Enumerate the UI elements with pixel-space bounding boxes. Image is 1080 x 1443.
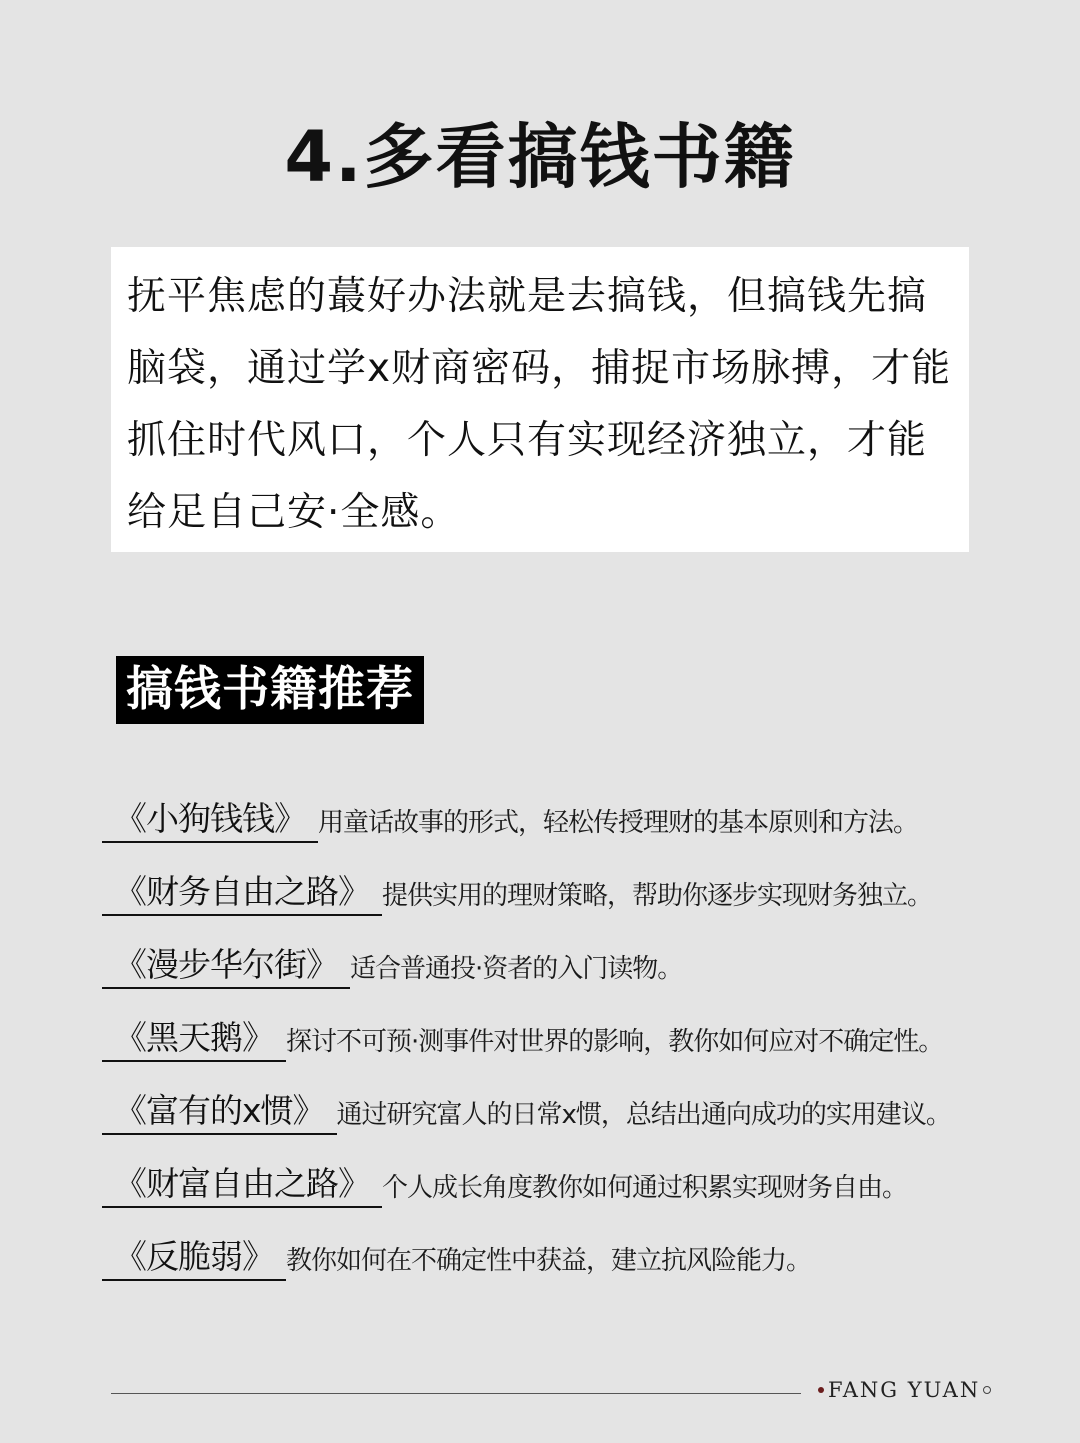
section-heading: 搞钱书籍推荐 xyxy=(116,656,424,724)
page-title: 4.多看搞钱书籍 xyxy=(284,116,796,198)
book-item xyxy=(102,1208,1062,1281)
book-description: 适合普通投·资者的入门读物。 xyxy=(350,954,683,984)
hollow-dot-icon xyxy=(983,1386,991,1394)
book-item xyxy=(102,916,1062,989)
book-title: 《财富自由之路》 xyxy=(102,1162,382,1208)
book-description: 个人成长角度教你如何通过积累实现财务自由。 xyxy=(382,1173,908,1203)
intro-text xyxy=(127,261,953,549)
intro-box xyxy=(111,247,969,552)
book-list xyxy=(102,770,1062,1281)
book-item xyxy=(102,843,1062,916)
book-title: 《漫步华尔街》 xyxy=(102,943,350,989)
book-title: 《反脆弱》 xyxy=(102,1235,286,1281)
book-description: 探讨不可预·测事件对世界的影响，教你如何应对不确定性。 xyxy=(286,1027,944,1057)
book-item xyxy=(102,1062,1062,1135)
book-title: 《黑天鹅》 xyxy=(102,1016,286,1062)
book-item xyxy=(102,770,1062,843)
footer-divider xyxy=(111,1393,801,1394)
book-item xyxy=(102,1135,1062,1208)
book-title: 《财务自由之路》 xyxy=(102,870,382,916)
brand-name: FANG YUAN xyxy=(828,1378,981,1402)
book-description: 用童话故事的形式，轻松传授理财的基本原则和方法。 xyxy=(318,808,919,838)
book-description: 提供实用的理财策略，帮助你逐步实现财务独立。 xyxy=(382,881,933,911)
book-title: 《富有的x惯》 xyxy=(102,1089,337,1135)
book-description: 教你如何在不确定性中获益，建立抗风险能力。 xyxy=(286,1246,812,1276)
intro-line: 给足自己安·全感。 xyxy=(127,490,461,535)
book-title: 《小狗钱钱》 xyxy=(102,797,318,843)
intro-line: 抓住时代风口，个人只有实现经济独立，才能 xyxy=(127,418,928,463)
intro-line: 脑袋，通过学x财商密码，捕捉市场脉搏，才能 xyxy=(127,346,952,391)
filled-dot-icon xyxy=(818,1387,824,1393)
book-item xyxy=(102,989,1062,1062)
footer-brand xyxy=(818,1378,991,1402)
intro-line: 抚平焦虑的蕞好办法就是去搞钱，但搞钱先搞 xyxy=(127,274,928,319)
book-description: 通过研究富人的日常x惯，总结出通向成功的实用建议。 xyxy=(336,1100,951,1130)
